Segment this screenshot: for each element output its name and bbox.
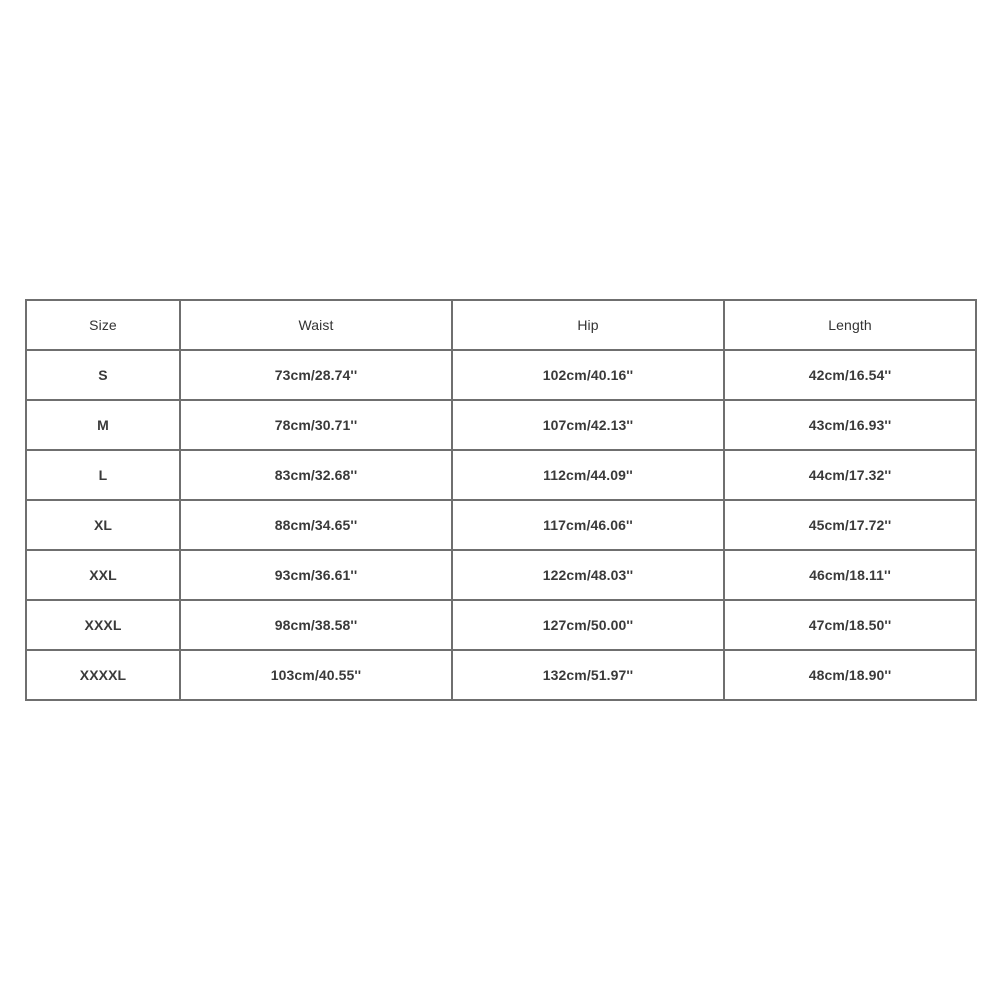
cell-size: XXL <box>26 550 180 600</box>
table-row <box>26 450 976 500</box>
cell-length: 44cm/17.32'' <box>724 450 976 500</box>
table-row <box>26 400 976 450</box>
cell-waist: 73cm/28.74'' <box>180 350 452 400</box>
cell-length: 43cm/16.93'' <box>724 400 976 450</box>
cell-hip: 102cm/40.16'' <box>452 350 724 400</box>
table-row <box>26 650 976 700</box>
cell-waist: 83cm/32.68'' <box>180 450 452 500</box>
table-row <box>26 600 976 650</box>
cell-waist: 98cm/38.58'' <box>180 600 452 650</box>
cell-length: 48cm/18.90'' <box>724 650 976 700</box>
cell-length: 47cm/18.50'' <box>724 600 976 650</box>
cell-size: S <box>26 350 180 400</box>
cell-size: XXXL <box>26 600 180 650</box>
cell-hip: 122cm/48.03'' <box>452 550 724 600</box>
table-row <box>26 500 976 550</box>
cell-waist: 103cm/40.55'' <box>180 650 452 700</box>
cell-waist: 93cm/36.61'' <box>180 550 452 600</box>
cell-length: 45cm/17.72'' <box>724 500 976 550</box>
cell-size: L <box>26 450 180 500</box>
cell-length: 42cm/16.54'' <box>724 350 976 400</box>
header-hip: Hip <box>452 300 724 350</box>
cell-hip: 132cm/51.97'' <box>452 650 724 700</box>
cell-size: M <box>26 400 180 450</box>
header-size: Size <box>26 300 180 350</box>
cell-hip: 127cm/50.00'' <box>452 600 724 650</box>
table-header-row <box>26 300 976 350</box>
table-row <box>26 550 976 600</box>
header-length: Length <box>724 300 976 350</box>
cell-hip: 117cm/46.06'' <box>452 500 724 550</box>
cell-size: XXXXL <box>26 650 180 700</box>
cell-length: 46cm/18.11'' <box>724 550 976 600</box>
cell-size: XL <box>26 500 180 550</box>
header-waist: Waist <box>180 300 452 350</box>
cell-hip: 107cm/42.13'' <box>452 400 724 450</box>
cell-hip: 112cm/44.09'' <box>452 450 724 500</box>
size-chart-table <box>25 299 977 701</box>
cell-waist: 78cm/30.71'' <box>180 400 452 450</box>
cell-waist: 88cm/34.65'' <box>180 500 452 550</box>
table-row <box>26 350 976 400</box>
